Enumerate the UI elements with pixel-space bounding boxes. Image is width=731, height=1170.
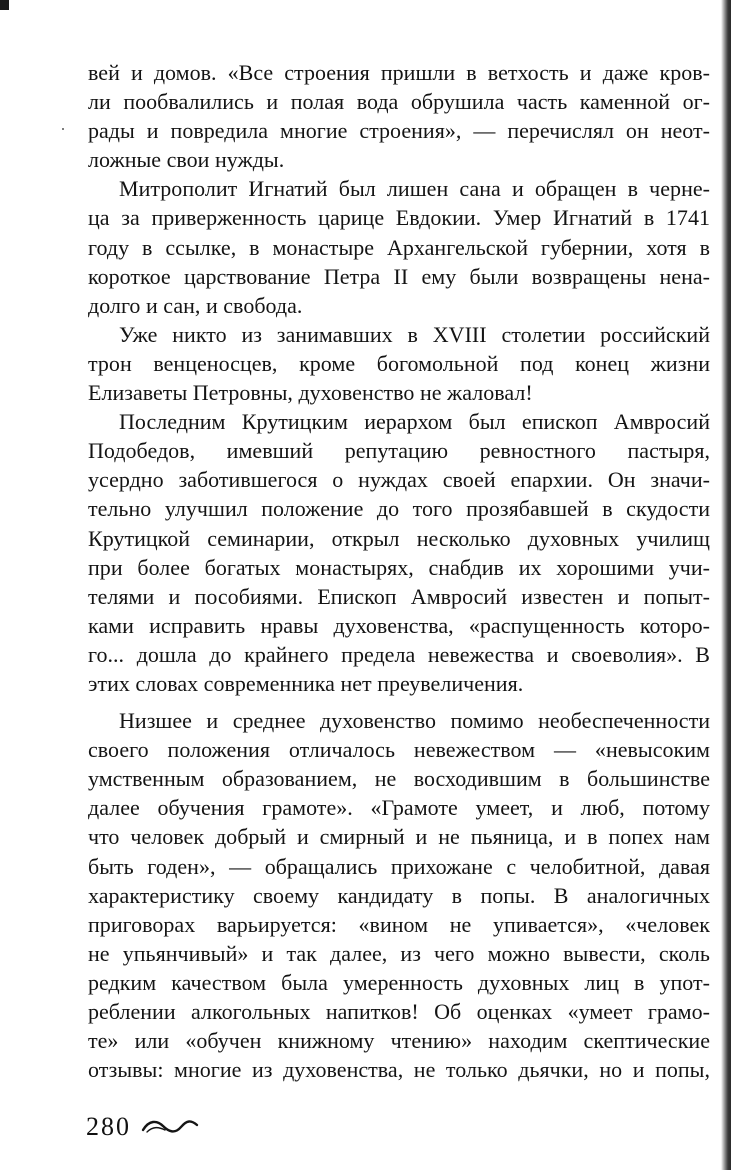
text-line: году в ссылке, в монастыре Архангельской губернии, хотя в <box>88 234 710 260</box>
text-line: Уже никто из занимавших в XVIII столетии российский <box>119 321 710 347</box>
text-line: приговорах варьируется: «вином не упивается», «человек <box>88 911 710 937</box>
page-footer <box>86 1112 199 1142</box>
page-text-column <box>88 58 710 1084</box>
scan-edge-mark <box>0 0 9 10</box>
text-line: тельно улучшил положение до того прозябавшей в скудости <box>88 496 710 522</box>
text-line: своего положения отличалось невежеством — «невысоким <box>88 737 710 763</box>
text-line: умственным образованием, не восходившим в большинстве <box>88 766 710 792</box>
text-line: характеристику своему кандидату в попы. В аналогичных <box>88 882 710 908</box>
text-line: рады и повредила многие строения», — перечислял он неот- <box>88 118 710 144</box>
text-line: Елизаветы Петровны, духовенство не жаловал! <box>88 380 533 406</box>
text-line: далее обучения грамоте». «Грамоте умеет, и люб, потому <box>88 795 710 821</box>
text-line: не упьянчивый» и так далее, из чего можно вывести, сколь <box>88 940 710 966</box>
text-line: реблении алкогольных напитков! Об оценках «умеет грамо- <box>88 999 710 1024</box>
text-line: те» или «обучен книжному чтению» находим скептические <box>88 1028 710 1054</box>
paragraph <box>88 58 710 174</box>
paragraph <box>88 320 710 407</box>
scan-speck <box>62 128 64 130</box>
text-line: при более богатых монастырях, снабдив их хорошими учи- <box>88 554 710 580</box>
text-line: ками исправить нравы духовенства, «распущенность которо- <box>88 612 710 638</box>
text-line: ца за приверженность царице Евдокии. Умер Игнатий в 1741 <box>88 205 710 231</box>
scan-page-edge-shadow <box>721 0 731 1170</box>
text-line: ложные свои нужды. <box>88 147 285 173</box>
text-line: этих словах современника нет преувеличения. <box>88 670 524 696</box>
text-line: вей и домов. «Все строения пришли в ветхость и даже кров- <box>88 60 710 85</box>
text-line: что человек добрый и смирный и не пьяница, и в попех нам <box>88 824 710 850</box>
text-line: телями и пособиями. Епископ Амвросий известен и попыт- <box>88 583 710 609</box>
paragraph <box>88 706 710 1084</box>
text-line: го... дошла до крайнего предела невежества и своеволия». В <box>88 641 710 667</box>
text-line: Подобедов, имевший репутацию ревностного пастыря, <box>88 438 710 464</box>
text-line: долго и сан, и свобода. <box>88 292 303 318</box>
paragraph <box>88 407 710 698</box>
text-line: короткое царствование Петра II ему были возвращены нена- <box>88 263 710 289</box>
text-line: отзывы: многие из духовенства, не только дьячки, но и попы, <box>88 1057 710 1083</box>
text-line: ли пообвалились и полая вода обрушила часть каменной ог- <box>88 89 710 115</box>
text-line: Крутицкой семинарии, открыл несколько духовных училищ <box>88 525 710 551</box>
text-line: редким качеством была умеренность духовных лиц в упот- <box>88 969 710 995</box>
text-line: Митрополит Игнатий был лишен сана и обращен в черне- <box>119 176 710 202</box>
paragraph <box>88 174 710 319</box>
text-line: трон венценосцев, кроме богомольной под конец жизни <box>88 350 710 376</box>
text-line: Последним Крутицким иерархом был епископ Амвросий <box>119 409 710 435</box>
page-number: 280 <box>86 1112 131 1141</box>
swash-ornament-icon <box>141 1118 199 1136</box>
text-line: быть годен», — обращались прихожане с челобитной, давая <box>88 853 710 879</box>
text-line: усердно заботившегося о нуждах своей епархии. Он значи- <box>88 467 710 493</box>
text-line: Низшее и среднее духовенство помимо необеспеченности <box>119 708 710 734</box>
